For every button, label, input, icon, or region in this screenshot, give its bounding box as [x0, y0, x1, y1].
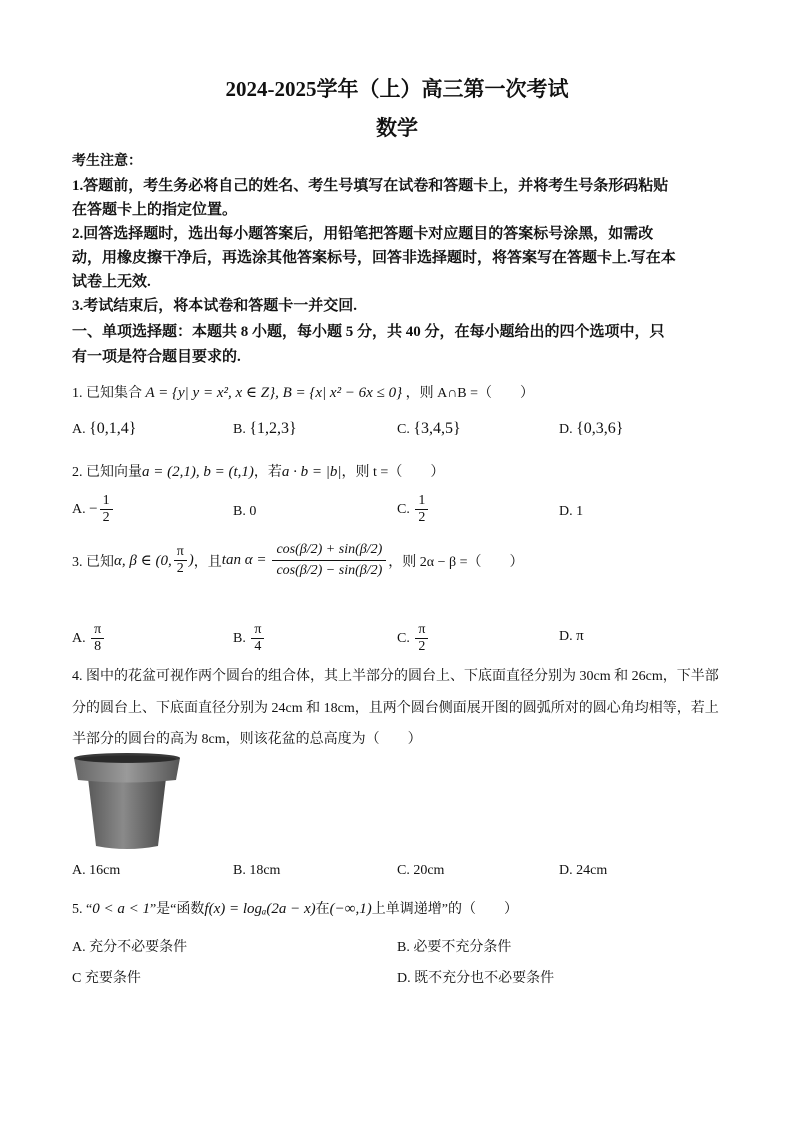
option-value: {1,2,3} — [249, 420, 297, 437]
q3-suffix: ，则 2α − β =（ ） — [388, 554, 524, 570]
q2-vectors: a = (2,1), b = (t,1) — [142, 464, 254, 480]
q3-tan: tan α = — [221, 552, 267, 569]
q5-condition: 0 < a < 1 — [92, 901, 150, 917]
q5-suffix: 上单调递增”的（ ） — [371, 902, 518, 917]
q4-line-3: 半部分的圆台的高为 8cm，则该花盆的总高度为（ ） — [72, 732, 422, 747]
q2-prefix: 2. 已知向量 — [72, 465, 142, 480]
q3-mid: ，且 — [193, 554, 222, 570]
q3-range-fraction — [174, 544, 187, 577]
q4-option-b: B. 18cm — [233, 863, 281, 878]
question-1-stem — [72, 382, 534, 402]
pot-lower-body — [88, 778, 166, 849]
q1-suffix: ，则 A∩B =（ ） — [405, 386, 535, 401]
minus-sign: − — [89, 500, 98, 517]
q2-condition: a · b = |b| — [281, 464, 342, 480]
section-heading-line-2: 有一项是符合题目要求的. — [72, 349, 241, 365]
denominator: 2 — [418, 639, 426, 655]
q4-line-1: 4. 图中的花盆可视作两个圆台的组合体，其上半部分的圆台上、下底面直径分别为 30cm 和 26cm，下半部 — [72, 669, 719, 684]
notice-line-5: 试卷上无效. — [72, 274, 151, 290]
q4-option-a: A. 16cm — [72, 863, 121, 878]
q1-option-b — [233, 420, 297, 438]
denominator: cos(β/2) − sin(β/2) — [276, 563, 383, 579]
numerator: cos(β/2) + sin(β/2) — [272, 540, 386, 561]
denominator: 2 — [176, 561, 184, 577]
question-3-stem — [72, 540, 524, 581]
q5-interval: (−∞,1) — [329, 901, 372, 917]
q4-option-c: C. 20cm — [397, 863, 445, 878]
notice-line-6: 3.考试结束后，将本试卷和答题卡一并交回. — [72, 298, 358, 314]
option-label: A. — [72, 501, 86, 517]
option-value: {0,1,4} — [89, 420, 137, 437]
fraction — [251, 622, 264, 655]
q5-option-c: C 充要条件 — [72, 971, 141, 986]
q1-prefix: 1. 已知集合 — [72, 386, 142, 401]
q2-suffix: ，则 t =（ ） — [341, 465, 445, 480]
numerator: 1 — [100, 493, 113, 510]
q5-option-b: B. 必要不充分条件 — [397, 940, 512, 955]
q1-set-b: , B = {x| x² − 6x ≤ 0} — [275, 385, 403, 401]
option-value: π — [576, 628, 584, 644]
numerator: π — [415, 622, 428, 639]
q3-option-a — [72, 622, 106, 655]
q5-prefix: 5. “ — [72, 902, 93, 917]
notice-line-3: 2.回答选择题时，选出每小题答案后，用铅笔把答题卡对应题目的答案标号涂黑，如需改 — [72, 226, 654, 242]
q3-option-b — [233, 622, 266, 655]
fraction — [415, 622, 428, 655]
q5-function: f(x) = logₐ(2a − x) — [204, 901, 316, 917]
denominator: 2 — [102, 510, 110, 526]
numerator: π — [174, 544, 187, 561]
q5-option-d: D. 既不充分也不必要条件 — [397, 971, 555, 986]
q5-option-a: A. 充分不必要条件 — [72, 940, 188, 955]
q5-mid-2: 在 — [315, 902, 330, 917]
option-label: C. — [397, 630, 410, 646]
q1-option-c — [397, 420, 461, 438]
q2-option-a — [72, 493, 115, 526]
fraction — [415, 493, 428, 526]
q3-range: α, β ∈ (0, — [114, 553, 172, 570]
exam-title: 2024-2025学年（上）高三第一次考试 — [225, 77, 569, 101]
denominator: 8 — [94, 639, 102, 655]
q2-option-b: B. 0 — [233, 504, 257, 519]
pot-inside — [78, 756, 176, 763]
q1-option-d — [559, 420, 623, 438]
q2-option-c — [397, 493, 430, 526]
option-value: {3,4,5} — [413, 420, 461, 437]
option-label: D. — [559, 629, 573, 644]
q3-option-d — [559, 628, 584, 645]
notice-line-4: 动，用橡皮擦干净后，再选涂其他答案标号，回答非选择题时，将答案写在答题卡上.写在本 — [72, 250, 676, 266]
option-label: D. — [559, 422, 573, 437]
denominator: 2 — [418, 510, 426, 526]
numerator: π — [251, 622, 264, 639]
numerator: π — [91, 622, 104, 639]
question-2-stem — [72, 461, 444, 481]
fraction — [91, 622, 104, 655]
q2-option-d: D. 1 — [559, 504, 584, 519]
section-heading-line-1: 一、单项选择题：本题共 8 小题，每小题 5 分，共 40 分，在每小题给出的四个选项中，只 — [72, 324, 665, 340]
notice-heading: 考生注意： — [72, 154, 142, 169]
option-label: A. — [72, 630, 86, 646]
q4-line-2: 分的圆台上、下底面直径分别为 24cm 和 18cm，且两个圆台侧面展开图的圆弧所对的圆心角均相等，若上 — [72, 701, 719, 716]
denominator: 4 — [254, 639, 262, 655]
flowerpot-image — [72, 752, 182, 852]
q3-prefix: 3. 已知 — [72, 554, 114, 570]
q1-option-a — [72, 420, 136, 438]
option-label: A. — [72, 422, 86, 437]
option-label: B. — [233, 630, 246, 646]
numerator: 1 — [415, 493, 428, 510]
option-label: B. — [233, 422, 246, 437]
q5-mid: ”是“函数 — [149, 902, 205, 917]
notice-line-2: 在答题卡上的指定位置。 — [72, 202, 238, 218]
notice-line-1: 1.答题前，考生务必将自己的姓名、考生号填写在试卷和答题卡上，并将考生号条形码粘贴 — [72, 178, 669, 194]
fraction — [100, 493, 113, 526]
q1-set-a: A = {y| y = x², x ∈ Z} — [145, 385, 276, 401]
q4-option-d: D. 24cm — [559, 863, 608, 878]
option-label: C. — [397, 501, 410, 517]
q3-range-end: ) — [188, 552, 194, 569]
option-value: {0,3,6} — [576, 420, 624, 437]
q3-tan-fraction — [272, 540, 386, 581]
option-label: C. — [397, 422, 410, 437]
q2-mid: ，若 — [253, 465, 282, 480]
q3-option-c — [397, 622, 430, 655]
subject-title: 数学 — [376, 116, 418, 140]
question-5-stem — [72, 898, 518, 918]
